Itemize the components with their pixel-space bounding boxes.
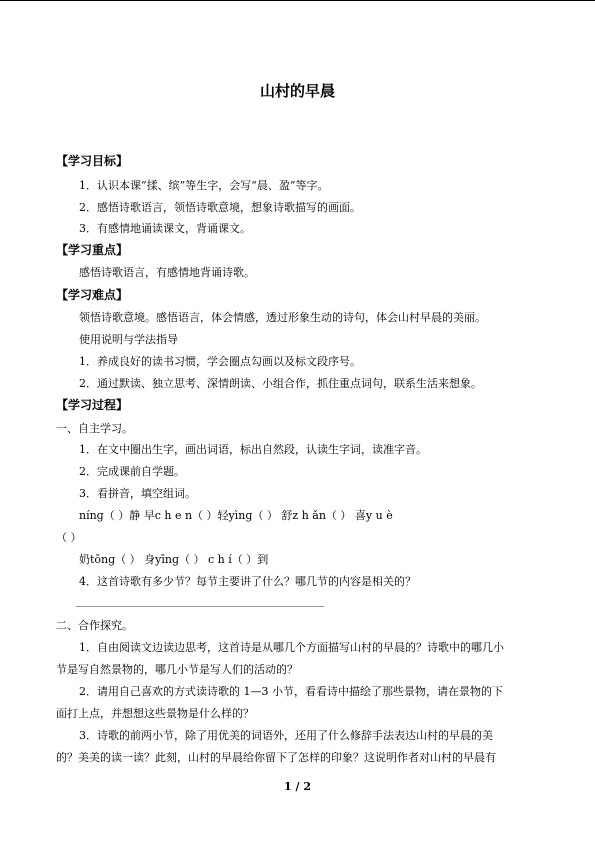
instruction-item: 2．通过默读、独立思考、深情朗读、小组合作，抓住重点词句，联系生活来想象。	[79, 377, 482, 390]
pinyin-exercise-line: nínɡ（ ）静 早c h e n（ ）轻yìnɡ（ ） 舒z h ǎn（ ） 喜y u è	[79, 509, 393, 522]
page-title: 山村的早晨	[259, 82, 335, 100]
self-study-title: 一、自主学习。	[56, 422, 133, 435]
coop-title: 二、合作探究。	[56, 619, 133, 632]
goal-item: 2．感悟诗歌语言，领悟诗歌意境，想象诗歌描写的画面。	[79, 201, 361, 214]
instruction-item: 1．养成良好的读书习惯，学会圈点勾画以及标文段序号。	[79, 355, 361, 368]
top-border-line	[0, 0, 595, 1]
page-number: 1 / 2	[284, 780, 311, 793]
answer-line	[76, 606, 324, 607]
self-study-item: 3．看拼音，填空组词。	[79, 487, 196, 500]
goals-heading: 【学习目标】	[56, 154, 129, 168]
coop-question-cont: 面打上点，并想想这些景物是什么样的？	[56, 707, 254, 720]
difficulty-heading: 【学习难点】	[56, 288, 129, 302]
self-study-item: 2．完成课前自学题。	[79, 465, 185, 478]
keypoints-text: 感悟诗歌语言，有感情地背诵诗歌。	[79, 266, 255, 279]
coop-question: 3．诗歌的前两小节，除了用优美的词语外，还用了什么修辞手法表达山村的早晨的美	[79, 729, 493, 742]
self-study-question: 4．这首诗歌有多少节？每节主要讲了什么？哪几节的内容是相关的？	[79, 575, 416, 588]
coop-question-cont: 的？美美的读一读？此刻，山村的早晨给你留下了怎样的印象？这说明作者对山村的早晨有	[56, 751, 496, 764]
goal-item: 1．认识本课“揉、缤”等生字，会写“晨、盈”等字。	[79, 179, 329, 192]
instructions-title: 使用说明与学法指导	[79, 333, 178, 346]
self-study-item: 1．在文中圈出生字，画出词语，标出自然段，认读生字词，读准字音。	[79, 443, 427, 456]
coop-question: 1．自由阅读文边读边思考，这首诗是从哪几个方面描写山村的早晨的？诗歌中的哪几小	[79, 641, 504, 654]
goal-item: 3．有感情地诵读课文，背诵课文。	[79, 222, 251, 235]
pinyin-exercise-line: 奶tōnɡ（ ） 身yīnɡ（ ） c h í（ ）到	[79, 553, 269, 566]
pinyin-exercise-line-cont: （ ）	[56, 531, 82, 544]
keypoints-heading: 【学习重点】	[56, 243, 129, 257]
process-heading: 【学习过程】	[56, 398, 129, 412]
coop-question: 2．请用自己喜欢的方式读诗歌的 1—3 小节，看看诗中描绘了那些景物，请在景物的下	[79, 685, 503, 698]
coop-question-cont: 节是写自然景物的，哪几小节是写人们的活动的？	[56, 663, 298, 676]
difficulty-text: 领悟诗歌意境。感悟语言，体会情感，透过形象生动的诗句，体会山村早晨的美丽。	[79, 311, 486, 324]
